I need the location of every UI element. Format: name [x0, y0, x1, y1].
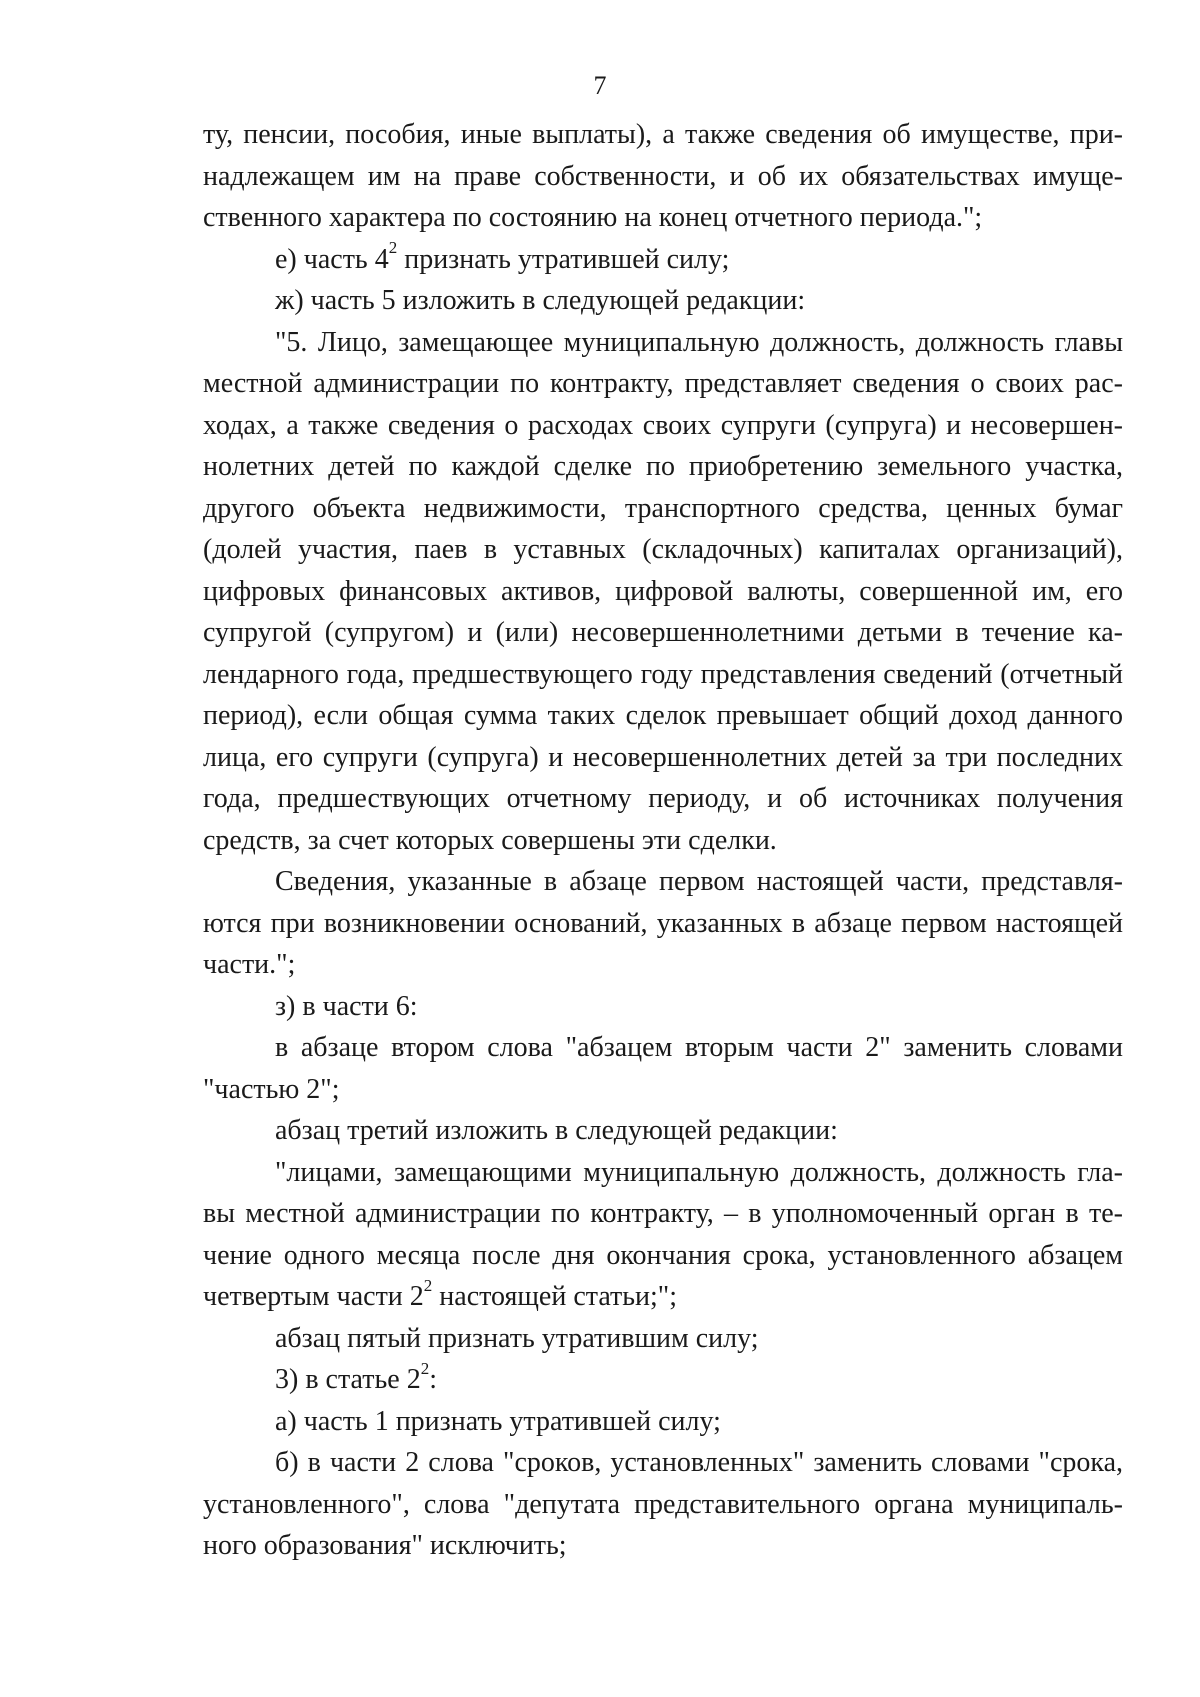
paragraph-item-a: а) часть 1 признать утратившей силу; — [275, 1405, 721, 1437]
superscript: 2 — [423, 1275, 433, 1295]
paragraph-item-b: б) в части 2 слова "сроков, установленных" заменить словами "срока, установленного", слова "депутата представительного органа муниципального образования" исключить; — [203, 1447, 1123, 1561]
paragraph-quote-part-5: "5. Лицо, замещающее муниципальную должность, должность главы местной администрации по контракту, представляет сведения о своих расходах, а также сведения о расходах своих супруги (супруга) и несовершеннолетних детей по каждой сделке по приобретению земельного участка, другого объекта недвижимости, транспортного средства, ценных бумаг (долей участия, паев в уставных (складочных) капиталах организаций), цифровых финансовых активов, цифровой валюты, совершенной им, его супругой (супругом) и (или) несовершеннолетними детьми в течение календарного года, предшествующего году представления сведений (отчетный период), если общая сумма таких сделок превышает общий доход данного лица, его супруги (супруга) и несовершеннолетних детей за три последних года, предшествующих отчетному периоду, и об источниках получения средств, за счет которых совершены эти сделки. — [203, 326, 1123, 856]
paragraph-text: : — [429, 1364, 437, 1395]
page-number: 7 — [593, 71, 607, 100]
paragraph-quote-litsami — [203, 1152, 1123, 1318]
paragraph-text: признать утратившей силу; — [397, 243, 730, 275]
paragraph-text: "лицами, замещающими муниципальную должность, должность главы местной администрации по контракту, – в уполномоченный орган в течение одного месяца после дня окончания срока, установленного абзацем четвертым части 2 — [203, 1156, 1123, 1312]
superscript: 2 — [420, 1358, 430, 1378]
paragraph-abzac-tretiy: абзац третий изложить в следующей редакции: — [275, 1115, 838, 1146]
paragraph-item-e — [203, 239, 1123, 281]
paragraph-continuation: ту, пенсии, пособия, иные выплаты), а также сведения об имуществе, принадлежащем им на праве собственности, и об их обязательствах имущественного характера по состоянию на конец отчетного периода."; — [203, 119, 1123, 233]
paragraph-item-z: з) в части 6: — [275, 990, 418, 1022]
paragraph-item-zh: ж) часть 5 изложить в следующей редакции: — [275, 285, 806, 316]
paragraph-text: настоящей статьи;"; — [432, 1281, 678, 1312]
document-body — [203, 114, 1123, 1567]
paragraph-abzac-pyatyy: абзац пятый признать утратившим силу; — [275, 1322, 759, 1354]
paragraph-text: е) часть 4 — [275, 243, 389, 275]
superscript: 2 — [388, 238, 398, 258]
paragraph-item-3 — [203, 1359, 1123, 1401]
paragraph-abzac-vtoroy: в абзаце втором слова "абзацем вторым части 2" заменить словами "частью 2"; — [203, 1032, 1123, 1105]
paragraph-svedeniya: Сведения, указанные в абзаце первом настоящей части, представляются при возникновении оснований, указанных в абзаце первом настоящей части."; — [203, 866, 1123, 980]
paragraph-text: 3) в статье 2 — [275, 1364, 421, 1395]
